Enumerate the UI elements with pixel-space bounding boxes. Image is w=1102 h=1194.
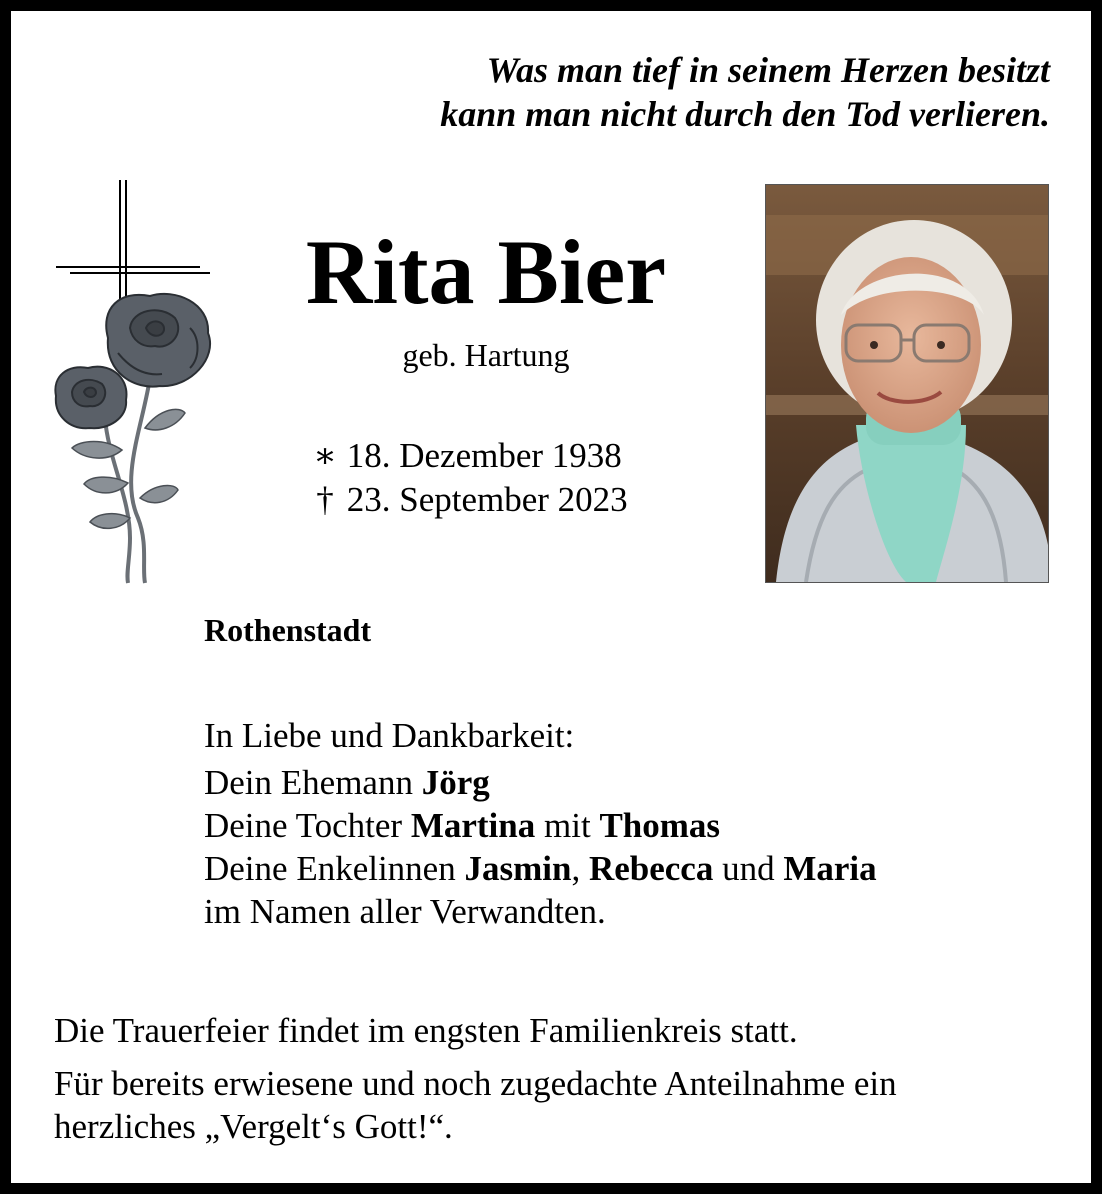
birth-name: geb. Hartung <box>402 337 570 373</box>
birth-symbol-icon: ∗ <box>313 436 337 475</box>
birth-date-row <box>312 434 628 478</box>
grandchildren-separator: , <box>571 849 589 888</box>
daughter-connector: mit <box>535 806 600 845</box>
cross-and-roses-icon <box>50 178 218 588</box>
mourner-line-relatives: im Namen aller Verwandten. <box>204 892 606 931</box>
husband-name: Jörg <box>421 763 490 802</box>
grandchild-name-3: Maria <box>783 849 877 888</box>
notices-block <box>54 1009 897 1148</box>
life-dates <box>312 434 628 522</box>
place-of-residence: Rothenstadt <box>204 612 372 648</box>
funeral-notice: Die Trauerfeier findet im engsten Familienkreis statt. <box>54 1011 798 1050</box>
thanks-line-1: Für bereits erwiesene und noch zugedachte Anteilnahme ein <box>54 1064 897 1103</box>
death-date-row <box>312 478 628 522</box>
motto-quote <box>440 48 1050 136</box>
mourner-line-daughter <box>204 804 877 847</box>
mourners-block <box>204 714 877 933</box>
deceased-name: Rita Bier <box>305 221 667 323</box>
motto-line-1: Was man tief in seinem Herzen besitzt <box>486 50 1050 90</box>
mourner-line-grandchildren <box>204 847 877 890</box>
grandchild-name-2: Rebecca <box>588 849 714 888</box>
death-cross-icon: † <box>316 480 334 519</box>
motto-line-2: kann man nicht durch den Tod verlieren. <box>440 94 1050 134</box>
daughter-name: Martina <box>410 806 536 845</box>
husband-prefix: Dein Ehemann <box>204 763 422 802</box>
thanks-line-2: herzliches „Vergelt‘s Gott!“. <box>54 1107 453 1146</box>
portrait-photo <box>765 184 1049 583</box>
grandchildren-connector: und <box>713 849 784 888</box>
mourner-line-husband <box>204 761 877 804</box>
birth-date: 18. Dezember 1938 <box>346 436 622 475</box>
grandchild-name-1: Jasmin <box>464 849 572 888</box>
grandchildren-prefix: Deine Enkelinnen <box>204 849 465 888</box>
daughter-prefix: Deine Tochter <box>204 806 411 845</box>
mourners-intro: In Liebe und Dankbarkeit: <box>204 716 575 755</box>
death-date: 23. September 2023 <box>346 480 628 519</box>
son-in-law-name: Thomas <box>599 806 721 845</box>
